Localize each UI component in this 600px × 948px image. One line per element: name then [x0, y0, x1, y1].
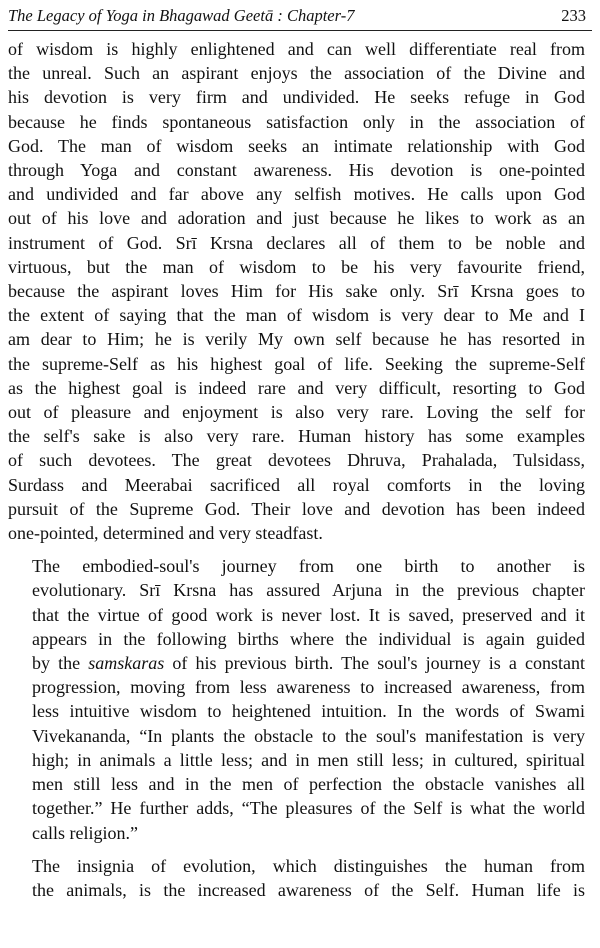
paragraph-2 — [8, 554, 585, 844]
page-number: 233 — [561, 6, 586, 25]
text-line: by the samskaras of his previous birth. The soul's journey is a constant — [32, 653, 585, 674]
text-line: because the aspirant loves Him for His sake only. Srī Krsna goes to — [8, 281, 585, 302]
text-line: progression, moving from less awareness to increased awareness, from — [32, 677, 585, 698]
text-line: and undivided and far above any selfish motives. He calls upon God — [8, 184, 585, 205]
text-line: virtuous, but the man of wisdom to be his very favourite friend, — [8, 256, 585, 277]
text-line: The embodied-soul's journey from one birth to another is — [32, 556, 585, 577]
text-line: high; in animals a little less; and in men still less; in cultured, spiritual — [32, 749, 585, 770]
text-line: the animals, is the increased awareness of the Self. Human life is — [32, 879, 585, 900]
text-line: appears in the following births where the individual is again guided — [32, 628, 585, 649]
paragraph-3 — [8, 854, 585, 902]
text-line: The insignia of evolution, which distinguishes the human from — [32, 855, 585, 876]
text-line: one-pointed, determined and very steadfast. — [8, 523, 323, 544]
paragraph-1 — [8, 37, 585, 545]
text-line: the unreal. Such an aspirant enjoys the association of the Divine and — [8, 63, 585, 84]
text-line: the self's sake is also very rare. Human history has some examples — [8, 426, 585, 447]
text-line: Vivekananda, “In plants the obstacle to the soul's manifestation is very — [32, 725, 585, 746]
text-line: evolutionary. Srī Krsna has assured Arjuna in the previous chapter — [32, 580, 585, 601]
text-line: instrument of God. Srī Krsna declares all of them to be noble and — [8, 232, 585, 253]
text-line: out of his love and adoration and just because he likes to work as an — [8, 208, 585, 229]
text-line: am dear to Him; he is verily My own self because he has resorted in — [8, 329, 585, 350]
running-title: The Legacy of Yoga in Bhagawad Geetā : Chapter-7 — [8, 6, 355, 25]
page-header — [8, 6, 592, 31]
text-line: out of pleasure and enjoyment is also very rare. Loving the self for — [8, 402, 585, 423]
text-line: calls religion.” — [32, 822, 138, 843]
text-line: because he finds spontaneous satisfaction only in the association of — [8, 111, 585, 132]
text-line: the extent of saying that the man of wisdom is very dear to Me and I — [8, 305, 585, 326]
text-line: his devotion is very firm and undivided. He seeks refuge in God — [8, 87, 585, 108]
text-line: together.” He further adds, “The pleasures of the Self is what the world — [32, 798, 585, 819]
text-line: through Yoga and constant awareness. His devotion is one-pointed — [8, 160, 585, 181]
text-line: men still less and in the men of perfection the obstacle vanishes all — [32, 774, 585, 795]
text-line: that the virtue of good work is never lost. It is saved, preserved and it — [32, 604, 585, 625]
text-line: pursuit of the Supreme God. Their love and devotion has been indeed — [8, 498, 585, 519]
text-line: God. The man of wisdom seeks an intimate relationship with God — [8, 135, 585, 156]
text-line: as the highest goal is indeed rare and very difficult, resorting to God — [8, 377, 585, 398]
italic-term: samskaras — [88, 653, 165, 674]
body-text — [8, 37, 585, 902]
text-line: Surdass and Meerabai sacrificed all royal comforts in the loving — [8, 474, 585, 495]
text-line: of wisdom is highly enlightened and can well differentiate real from — [8, 39, 585, 59]
text-line: less intuitive wisdom to heightened intuition. In the words of Swami — [32, 701, 585, 722]
text-line: of such devotees. The great devotees Dhruva, Prahalada, Tulsidass, — [8, 450, 585, 471]
text-line: the supreme-Self as his highest goal of life. Seeking the supreme-Self — [8, 353, 585, 374]
